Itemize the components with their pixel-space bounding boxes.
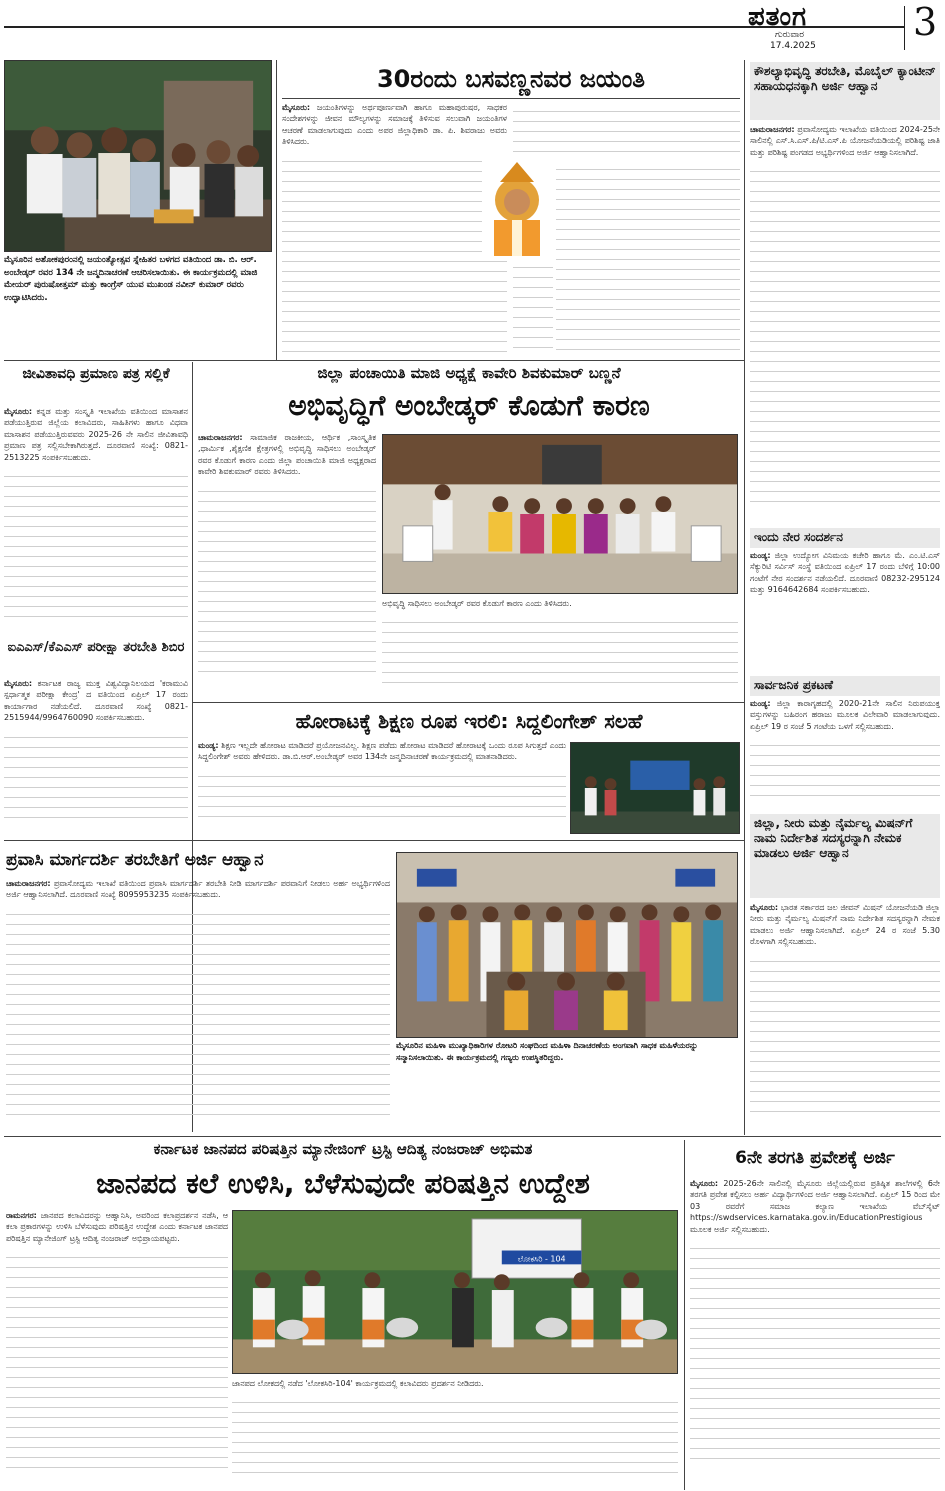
article-text-lines: [750, 736, 940, 796]
dateline: ಮೈಸೂರು:: [4, 679, 33, 688]
dateline: ಮೈಸೂರು:: [690, 1179, 719, 1188]
sidebar-text: ಜಿಲ್ಲಾ ಕಾರಾಗೃಹದಲ್ಲಿ 2020-21ನೇ ಸಾಲಿನ ನಿರುಪಯುಕ್ತ ವಸ್ತುಗಳನ್ನು ಬಹಿರಂಗ ಹರಾಜು ಮೂಲಕ ವಿಲೇವಾರಿ ಮಾಡಲಾಗುವುದು. ಏಪ್ರಿಲ್ 19 ರ ಸಂಜೆ 5 ಗಂಟೆಯ ಒಳಗೆ ಸಲ್ಲಿಸಬಹುದು.: [750, 699, 940, 731]
article-text-lines: [4, 728, 188, 818]
headline-sixth-grade: 6ನೇ ತರಗತಿ ಪ್ರವೇಶಕ್ಕೆ ಅರ್ಜಿ: [735, 1148, 895, 1168]
article-body: [6, 878, 390, 1132]
banner-text: ಲೋಕಸಿರಿ - 104: [517, 1254, 566, 1264]
dateline: ಚಾಮರಾಜನಗರ:: [198, 433, 243, 442]
kicker-ambedkar: ಜಿಲ್ಲಾ ಪಂಚಾಯಿತಿ ಮಾಜಿ ಅಧ್ಯಕ್ಷೆ ಕಾವೇರಿ ಶಿವಕುಮಾರ್ ಬಣ್ಣನೆ: [317, 364, 621, 382]
article-text: 2025-26ನೇ ಸಾಲಿನಲ್ಲಿ ಮೈಸೂರು ಜಿಲ್ಲೆಯಲ್ಲಿರುವ ಪ್ರತಿಷ್ಠಿತ ಶಾಲೆಗಳಲ್ಲಿ 6ನೇ ತರಗತಿ ಪ್ರವೇಶ ಕಲ್ಪಿಸಲು ಅರ್ಹ ವಿದ್ಯಾರ್ಥಿಗಳಿಂದ ಅರ್ಜಿ ಆಹ್ವಾನಿಸಲಾಗಿದೆ. ಏಪ್ರಿಲ್ 15 ರಿಂದ ಮೇ 03 ರವರೆಗೆ ಸಮಾಜ ಕಲ್ಯಾಣ ಇಲಾಖೆಯ ವೆಬ್‌ಸೈಟ್ https://swdservices.karnataka.gov.in/EducationPrestigious ಮೂಲಕ ಅರ್ಜಿ ಸಲ್ಲಿಸಬಹುದು.: [690, 1179, 940, 1234]
article-text: ಕರ್ನಾಟಕ ರಾಜ್ಯ ಮುಕ್ತ ವಿಶ್ವವಿದ್ಯಾನಿಲಯದ 'ಕರಾಮುವಿ ಸ್ಪರ್ಧಾತ್ಮಕ ಪರೀಕ್ಷಾ ಕೇಂದ್ರ' ದ ವತಿಯಿಂದ ಏಪ್ರಿಲ್ 17 ರಂದು ಕಾರ್ಯಾಗಾರ ನಡೆಯಲಿದೆ. ದೂರವಾಣಿ ಸಂಖ್ಯೆ 0821-2515944/9964760090 ಸಂಪರ್ಕಿಸಬಹುದು.: [4, 679, 188, 723]
article-text-lines: [513, 102, 740, 154]
sidebar-body: [750, 550, 940, 672]
headline-ias-training: ಐಎಎಸ್/ಕೆಎಎಸ್ ಪರೀಕ್ಷಾ ತರಬೇತಿ ಶಿಬಿರ: [7, 640, 185, 655]
headline-public-notice: ಸಾರ್ವಜನಿಕ ಪ್ರಕಟಣೆ: [750, 676, 940, 696]
sidebar-body: [750, 902, 940, 1132]
article-body: [4, 406, 188, 636]
headline-underline: [282, 98, 740, 99]
column-divider: [744, 60, 745, 1135]
folk-performance-photo: [232, 1210, 678, 1374]
headline-travel-guide: ಪ್ರವಾಸಿ ಮಾರ್ಗದರ್ಶಿ ತರಬೇತಿಗೆ ಅರ್ಜಿ ಆಹ್ವಾನ: [6, 850, 264, 870]
article-text: ಪ್ರವಾಸೋದ್ಯಮ ಇಲಾಖೆ ವತಿಯಿಂದ ಪ್ರವಾಸಿ ಮಾರ್ಗದರ್ಶಿ ತರಬೇತಿ ನೀಡಿ ಮಾರ್ಗದರ್ಶಿ ಪರವಾನಿಗೆ ನೀಡಲು ಅರ್ಹ ಅಭ್ಯರ್ಥಿಗಳಿಂದ ಅರ್ಜಿ ಆಹ್ವಾನಿಸಲಾಗಿದೆ. ದೂರವಾಣಿ ಸಂಖ್ಯೆ 8095953235 ಸಂಪರ್ಕಿಸಬಹುದು.: [6, 879, 390, 900]
article-body: [6, 1210, 228, 1488]
headline-interview: ಇಂದು ನೇರ ಸಂದರ್ಶನ: [750, 528, 940, 548]
article-text-lines: [750, 952, 940, 1112]
article-lead: ಜಯಂತಿಗಳನ್ನು ಅರ್ಥಪೂರ್ಣವಾಗಿ ಹಾಗೂ ಮಹಾಪುರುಷರ, ಸಾಧಕರ ಸಂದೇಶಗಳನ್ನು ಜೀವನ ಮೌಲ್ಯಗಳನ್ನು ಸಮಾಜಕ್ಕೆ ತಿಳಿಸುವ ಸಲುವಾಗಿ ಜಯಂತಿಗಳ ಆಚರಣೆ ಮಾಡಲಾಗುವುದು ಎಂದು ಅಪರ ಜಿಲ್ಲಾಧಿಕಾರಿ ಡಾ. ಪಿ. ಶಿವರಾಜು ಅವರು ತಿಳಿಸಿದರು.: [282, 103, 507, 147]
masthead-divider: [904, 6, 905, 50]
headline-struggle-education: ಹೋರಾಟಕ್ಕೆ ಶಿಕ್ಷಣ ರೂಪ ಇರಲಿ: ಸಿದ್ದಲಿಂಗೇಶ್ ಸಲಹೆ: [295, 709, 643, 733]
article-body: [198, 432, 376, 698]
article-text-lines: [690, 1239, 940, 1459]
headline-ambedkar: ಅಭಿವೃದ್ಧಿಗೆ ಅಂಬೇಡ್ಕರ್ ಕೊಡುಗೆ ಕಾರಣ: [288, 389, 650, 422]
photo-caption: ಅಭಿವೃದ್ಧಿ ಸಾಧಿಸಲು ಅಂಬೇಡ್ಕರ್ ರವರ ಕೊಡುಗೆ ಕಾರಣ ಎಂದು ತಿಳಿಸಿದರು.: [382, 599, 572, 608]
article-body: [282, 102, 507, 356]
article-text-lines: [198, 482, 376, 672]
sidebar-text: ಜಿಲ್ಲಾ ಉದ್ಯೋಗ ವಿನಿಮಯ ಕಚೇರಿ ಹಾಗೂ ಮೆ. ಎಂ.ಟಿ.ಎಸ್ ಸೆಕ್ಯುರಿಟಿ ಸರ್ವಿಸ್ ಸಂಸ್ಥೆ ವತಿಯಿಂದ ಏಪ್ರಿಲ್ 17 ರಂದು ಬೆಳಿಗ್ಗೆ 10:00 ಗಂಟೆಗೆ ನೇರ ಸಂದರ್ಶನ ನಡೆಯಲಿದೆ. ದೂರವಾಣಿ 08232-295124 ಮತ್ತು 9164642684 ಸಂಪರ್ಕಿಸಬಹುದು.: [750, 551, 940, 595]
article-body: [4, 678, 188, 836]
column-divider: [684, 1140, 685, 1490]
photo-caption: ಮೈಸೂರಿನ ಮಹಿಳಾ ಮುಖ್ಯಾಧಿಕಾರಿಗಳ ರೋಟರಿ ಸಂಘದಿಂದ ಮಹಿಳಾ ದಿನಾಚರಣೆಯ ಅಂಗವಾಗಿ ಸಾಧಕ ಮಹಿಳೆಯರನ್ನು ಸನ್ಮಾನಿಸಲಾಯಿತು. ಈ ಕಾರ್ಯಕ್ರಮದಲ್ಲಿ ಗಣ್ಯರು ಉಪಸ್ಥಿತರಿದ್ದರು.: [396, 1041, 698, 1062]
article-text: ಜಾನಪದ ಕಲಾವಿದರನ್ನು ಆಹ್ವಾನಿಸಿ, ಅವರಿಂದ ಕಲಾಪ್ರದರ್ಶನ ನಡೆಸಿ, ಆ ಕಲಾ ಪ್ರಕಾರಗಳನ್ನು ಉಳಿಸಿ ಬೆಳೆಸುವುದು ಪರಿಷತ್ತಿನ ಉದ್ದೇಶ ಎಂದು ಕರ್ನಾಟಕ ಜಾನಪದ ಪರಿಷತ್ತಿನ ಮ್ಯಾನೇಜಿಂಗ್ ಟ್ರಸ್ಟಿ ಆದಿತ್ಯ ನಂಜರಾಜ್ ಅಭಿಪ್ರಾಯಪಟ್ಟರು.: [6, 1211, 228, 1243]
article-text-lines: [556, 160, 740, 356]
headline-life-certificate: ಜೀವಿತಾವಧಿ ಪ್ರಮಾಣ ಪತ್ರ ಸಲ್ಲಿಕೆ: [22, 366, 170, 382]
column-divider: [276, 60, 277, 360]
article-text-lines: [232, 1393, 678, 1477]
photo-caption: ಮೈಸೂರಿನ ಅಶೋಕಪುರಂನಲ್ಲಿ ಜಯಂತ್ಯೋತ್ಸವ ಸ್ನೇಹಿತರ ಬಳಗದ ವತಿಯಿಂದ ಡಾ. ಬಿ. ಆರ್. ಅಂಬೇಡ್ಕರ್ ರವರ 134 ನೇ ಜನ್ಮದಿನಾಚರಣೆ ಆಚರಿಸಲಾಯಿತು. ಈ ಕಾರ್ಯಕ್ರಮದಲ್ಲಿ ಮಾಜಿ ಮೇಯರ್ ಪುರುಷೋತ್ತಮ್ ಮತ್ತು ಕಾಂಗ್ರೆಸ್ ಯುವ ಮುಖಂಡ ನವೀನ್ ಕುಮಾರ್ ರವರು ಉದ್ಘಾಟಿಸಿದರು.: [4, 255, 258, 303]
struggle-event-photo: [570, 742, 740, 834]
headline-skill-training: ಕೌಶಲ್ಯಾಭಿವೃದ್ಧಿ ತರಬೇತಿ, ಮೊಬೈಲ್ ಕ್ಯಾಂಟೀನ್ ಸಹಾಯಧನಕ್ಕಾಗಿ ಅರ್ಜಿ ಆಹ್ವಾನ: [750, 62, 940, 120]
article-body-col2b: [513, 258, 553, 356]
headline-water-mission: ಜಿಲ್ಲಾ, ನೀರು ಮತ್ತು ನೈರ್ಮಲ್ಯ ಮಿಷನ್‌ಗೆ ನಾಮ ನಿರ್ದೇಶಿತ ಸದಸ್ಯರನ್ನಾಗಿ ನೇಮಕ ಮಾಡಲು ಅರ್ಜಿ ಆಹ್ವಾನ: [750, 814, 940, 898]
section-rule: [4, 360, 744, 361]
dateline: ಮಂಡ್ಯ:: [198, 741, 219, 750]
photo-caption: ಜಾನಪದ ಲೋಕದಲ್ಲಿ ನಡೆದ 'ಲೋಕಸಿರಿ-104' ಕಾರ್ಯಕ್ರಮದಲ್ಲಿ ಕಲಾವಿದರು ಪ್ರದರ್ಶನ ನೀಡಿದರು.: [232, 1379, 484, 1388]
article-text-lines: [6, 905, 390, 1115]
rotary-women-photo: [396, 852, 738, 1038]
ambedkar-stage-photo: [382, 434, 738, 594]
kicker-folk-art: ಕರ್ನಾಟಕ ಜಾನಪದ ಪರಿಷತ್ತಿನ ಮ್ಯಾನೇಜಿಂಗ್ ಟ್ರಸ್ಟಿ ಆದಿತ್ಯ ನಂಜರಾಜ್ ಅಭಿಮತ: [153, 1140, 533, 1158]
dateline: ಚಾಮರಾಜನಗರ:: [6, 879, 51, 888]
headline-folk-art: ಜಾನಪದ ಕಲೆ ಉಳಿಸಿ, ಬೆಳೆಸುವುದೇ ಪರಿಷತ್ತಿನ ಉದ್ದೇಶ: [96, 1167, 590, 1200]
newspaper-title: ಪತಂಗ: [748, 2, 808, 32]
section-rule: [4, 1136, 941, 1137]
sidebar-body: [750, 124, 940, 526]
photo-caption-and-text: [382, 598, 738, 698]
article-body: [198, 740, 566, 836]
masthead: [0, 0, 945, 56]
article-text-lines: [513, 258, 553, 356]
article-text-lines: [282, 152, 507, 352]
sidebar-text: ಪ್ರವಾಸೋದ್ಯಮ ಇಲಾಖೆಯ ವತಿಯಿಂದ 2024-25ನೇ ಸಾಲಿನಲ್ಲಿ ಎಸ್.ಸಿ.ಎಸ್.ಪಿ/ಟಿ.ಎಸ್.ಪಿ ಯೋಜನೆಯಡಿಯಲ್ಲಿ ಪರಿಶಿಷ್ಟ ಜಾತಿ ಮತ್ತು ಪರಿಶಿಷ್ಟ ಪಂಗಡದ ಅಭ್ಯರ್ಥಿಗಳಿಂದ ಅರ್ಜಿ ಆಹ್ವಾನಿಸಲಾಗಿದೆ.: [750, 125, 940, 157]
article-text: ಸಾಮಾಜಿಕ ರಾಜಕೀಯ, ಆರ್ಥಿಕ ,ಸಾಂಸ್ಕೃತಿಕ ,ಧಾರ್ಮಿಕ ,ಶೈಕ್ಷಣಿಕ ಕ್ಷೇತ್ರಗಳಲ್ಲಿ ಅಭಿವೃದ್ಧಿ ಸಾಧಿಸಲು ಅಂಬೇಡ್ಕರ್ ರವರ ಕೊಡುಗೆ ಕಾರಣ ಎಂದು ಜಿಲ್ಲಾ ಪಂಚಾಯಿತಿ ಮಾಜಿ ಅಧ್ಯಕ್ಷರಾದ ಕಾವೇರಿ ಶಿವಕುಮಾರ್ ರವರು ತಿಳಿಸಿದರು.: [198, 433, 376, 477]
ambedkar-event-photo: [4, 60, 272, 252]
article-body-col2: [513, 102, 740, 154]
issue-date: 17.4.2025: [770, 41, 816, 51]
sidebar-body: [750, 698, 940, 810]
dateline: ಮಂಡ್ಯ:: [750, 551, 771, 560]
basavanna-portrait: [482, 160, 552, 256]
section-rule: [4, 840, 744, 841]
dateline: ಮೈಸೂರು:: [4, 407, 33, 416]
article-text-lines: [198, 767, 566, 817]
article-text-lines: [4, 467, 188, 617]
article-text: ಕನ್ನಡ ಮತ್ತು ಸಂಸ್ಕೃತಿ ಇಲಾಖೆಯ ವತಿಯಿಂದ ಮಾಸಾಶನ ಪಡೆಯುತ್ತಿರುವ ಜಿಲ್ಲೆಯ ಕಲಾವಿದರು, ಸಾಹಿತಿಗಳು ಹಾಗೂ ವಿಧವಾ ಮಾಸಾಶನ ಪಡೆಯುತ್ತಿರುವವರು 2025-26 ನೇ ಸಾಲಿನ ಜೀವಿತಾವಧಿ ಪ್ರಮಾಣ ಪತ್ರ ಸಲ್ಲಿಸಬೇಕಾಗಿರುತ್ತದೆ. ದೂರವಾಣಿ ಸಂಖ್ಯೆ: 0821-2513225 ಸಂಪರ್ಕಿಸಬಹುದು.: [4, 407, 188, 462]
section-rule: [192, 702, 744, 703]
photo-caption-and-text: [232, 1378, 678, 1488]
article-body-col3: [556, 160, 740, 356]
article-text-lines: [750, 162, 940, 502]
dateline: ಮಂಡ್ಯ:: [750, 699, 771, 708]
dateline: ಮೈಸೂರು:: [750, 903, 779, 912]
article-text-lines: [382, 613, 738, 689]
page-number: 3: [913, 0, 938, 44]
dateline: ಚಾಮರಾಜನಗರ:: [750, 125, 795, 134]
dateline: ಮೈಸೂರು:: [282, 103, 311, 112]
issue-day: ಗುರುವಾರ: [775, 30, 805, 40]
dateline: ರಾಮನಗರ:: [6, 1211, 37, 1220]
article-body: [690, 1178, 940, 1488]
article-text: ಶಿಕ್ಷಣ ಇಲ್ಲದೇ ಹೋರಾಟ ಮಾಡಿದರೆ ಪ್ರಯೋಜನವಿಲ್ಲ. ಶಿಕ್ಷಣ ಪಡೆದು ಹೋರಾಟ ಮಾಡಿದರೆ ಹೋರಾಟಕ್ಕೆ ಒಂದು ರೂಪ ಸಿಗುತ್ತದೆ ಎಂದು ಸಿದ್ದಲಿಂಗೇಶ್ ಅವರು ಹೇಳಿದರು. ಡಾ.ಬಿ.ಆರ್.ಅಂಬೇಡ್ಕರ್ ಅವರ 134ನೇ ಜನ್ಮದಿನಾಚರಣೆ ಕಾರ್ಯಕ್ರಮದಲ್ಲಿ ಮಾತನಾಡಿದರು.: [198, 741, 566, 762]
sidebar-text: ಭಾರತ ಸರ್ಕಾರದ ಜಲ ಜೀವನ್ ಮಿಷನ್ ಯೋಜನೆಯಡಿ ಜಿಲ್ಲಾ ನೀರು ಮತ್ತು ನೈರ್ಮಲ್ಯ ಮಿಷನ್‌ಗೆ ನಾಮ ನಿರ್ದೇಶಿತ ಸದಸ್ಯರನ್ನಾಗಿ ನೇಮಕ ಮಾಡಲು ಅರ್ಜಿ ಆಹ್ವಾನಿಸಲಾಗಿದೆ. ಏಪ್ರಿಲ್ 24 ರ ಸಂಜೆ 5.30 ರೊಳಗಾಗಿ ಸಲ್ಲಿಸಬಹುದು.: [750, 903, 940, 947]
article-text-lines: [6, 1248, 228, 1468]
headline-basava-jayanti: 30ರಂದು ಬಸವಣ್ಣನವರ ಜಯಂತಿ: [376, 65, 645, 93]
